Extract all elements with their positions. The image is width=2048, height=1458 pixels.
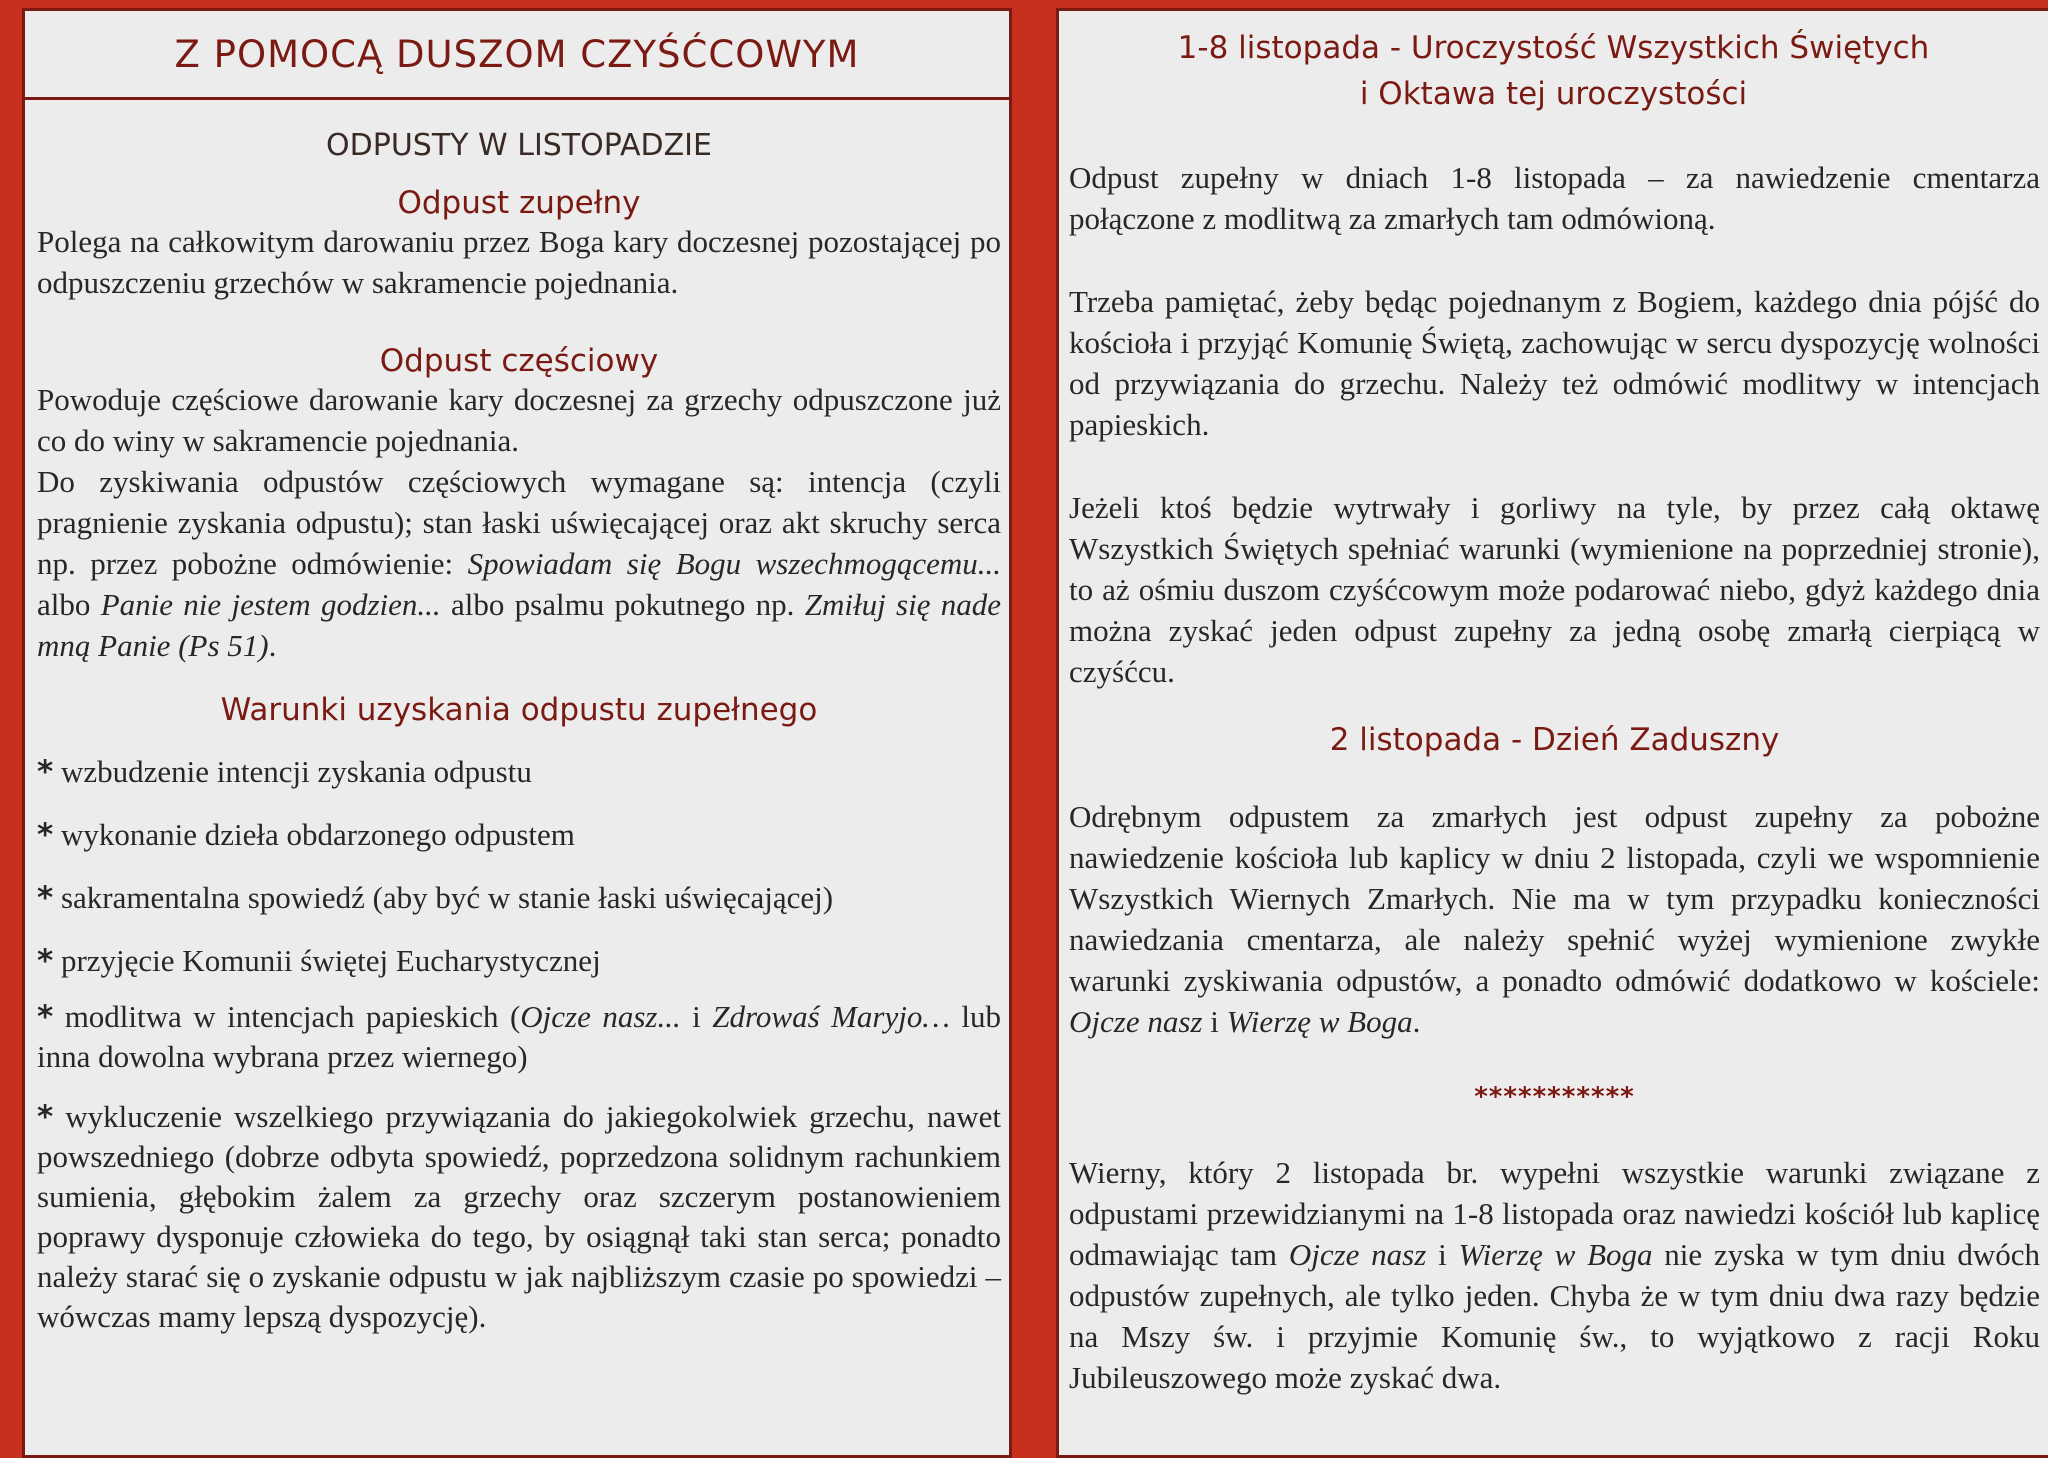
all-souls-day-heading: 2 listopada - Dzień Zaduszny [1329, 722, 1780, 758]
left-page-title: Z POMOCĄ DUSZOM CZYŚĆCOWYM [25, 11, 1009, 100]
right-page [1056, 8, 2048, 1458]
partial-indulgence-requirements: Do zyskiwania odpustów częściowych wymagane są: intencja (czyli pragnienie zyskania odpustu); stan łaski uświęcającej oraz akt skruchy serca np. przez pobożne odmówienie: Spowiadam się Bogu wszechmogącemu... albo Panie nie jestem godzien... albo psalmu pokutnego np. Zmiłuj się nade mną Panie (Ps 51). [37, 464, 1002, 663]
condition-item: * przyjęcie Komunii świętej Eucharystycznej [37, 943, 601, 979]
partial-indulgence-heading: Odpust częściowy [379, 343, 659, 379]
partial-indulgence-text: Powoduje częściowe darowanie kary doczesnej za grzechy odpuszczone już co do winy w sakramencie pojednania. [37, 382, 1001, 458]
all-saints-heading: 1-8 listopada - Uroczystość Wszystkich Świętych i Oktawa tej uroczystości [1177, 30, 1930, 112]
left-page [22, 8, 1012, 1458]
condition-item: * sakramentalna spowiedź (aby być w stanie łaski uświęcającej) [37, 880, 834, 916]
condition-item: * wzbudzenie intencji zyskania odpustu [37, 754, 532, 790]
november-indulgences-subtitle: ODPUSTY W LISTOPADZIE [326, 128, 712, 163]
octave-requirements-text: Trzeba pamiętać, żeby będąc pojednanym z Bogiem, każdego dnia pójść do kościoła i przyjąć Komunię Świętą, zachowując w sercu dyspozycję wolności od przywiązania do grzechu. Należy też odmówić modlitwy w intencjach papieskich. [1069, 284, 2040, 442]
conditions-heading: Warunki uzyskania odpustu zupełnego [220, 692, 818, 728]
plenary-indulgence-text: Polega na całkowitym darowaniu przez Boga kary doczesnej pozostającej po odpuszczeniu grzechów w sakramencie pojednania. [37, 224, 1001, 300]
condition-item: * wykonanie dzieła obdarzonego odpustem [37, 817, 575, 853]
plenary-indulgence-heading: Odpust zupełny [397, 185, 641, 221]
octave-indulgence-text: Odpust zupełny w dniach 1-8 listopada – za nawiedzenie cmentarza połączone z modlitwą za zmarłych tam odmówioną. [1069, 160, 2040, 236]
condition-item: * wykluczenie wszelkiego przywiązania do jakiegokolwiek grzechu, nawet powszedniego (dobrze odbyta spowiedź, poprzedzona solidnym rachunkiem sumienia, głębokim żalem za grzechy oraz szczerym postanowieniem poprawy dysponuje człowieka do tego, by osiągnął taki stan serca; ponadto należy starać się o zyskanie odpustu w jak najbliższym czasie po spowiedzi – wówczas mamy lepszą dyspozycję). [37, 1099, 1002, 1334]
condition-item: * modlitwa w intencjach papieskich (Ojcze nasz... i Zdrowaś Maryjo… lub inna dowolna wybrana przez wiernego) [37, 999, 1001, 1074]
separator-stars: *********** [1474, 1082, 1635, 1112]
octave-eight-souls-text: Jeżeli ktoś będzie wytrwały i gorliwy na tyle, by przez całą oktawę Wszystkich Świętych spełniać warunki (wymienione na poprzedniej stronie), to aż ośmiu duszom czyśćcowym może podarować niebo, gdyż każdego dnia można zyskać jeden odpust zupełny za jedną osobę zmarłą cierpiącą w czyśćcu. [1069, 490, 2040, 689]
all-souls-indulgence-text: Odrębnym odpustem za zmarłych jest odpust zupełny za pobożne nawiedzenie kościoła lub kaplicy w dniu 2 listopada, czyli we wspomnienie Wszystkich Wiernych Zmarłych. Nie ma w tym przypadku konieczności nawiedzania cmentarza, ale należy spełnić wyżej wymienione zwykłe warunki zyskiwania odpustów, a ponadto odmówić dodatkowo w kościele: Ojcze nasz i Wierzę w Boga. [1069, 799, 2040, 1039]
jubilee-note-text: Wierny, który 2 listopada br. wypełni wszystkie warunki związane z odpustami przewidzianymi na 1-8 listopada oraz nawiedzi kościół lub kaplicę odmawiając tam Ojcze nasz i Wierzę w Boga nie zyska w tym dniu dwóch odpustów zupełnych, ale tylko jeden. Chyba że w tym dniu dwa razy będzie na Mszy św. i przyjmie Komunię św., to wyjątkowo z racji Roku Jubileuszowego może zyskać dwa. [1069, 1155, 2041, 1395]
